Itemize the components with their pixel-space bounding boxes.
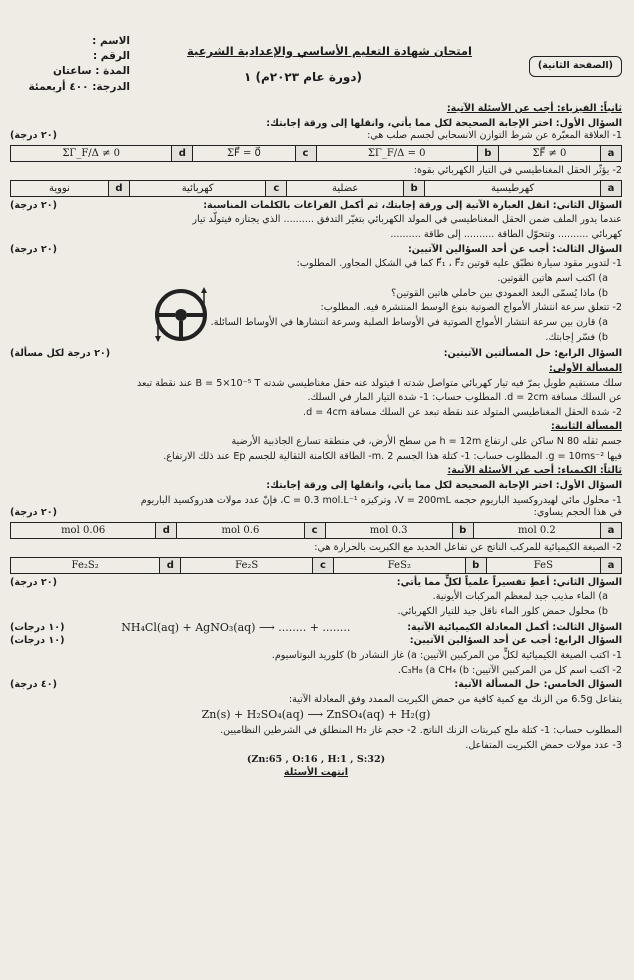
chemistry-q3-equation: NH₄Cl(aq) + AgNO₃(aq) ⟶ ........ + ........: [121, 620, 351, 634]
option-letter: d: [108, 180, 129, 196]
chemistry-q1-2-options: [10, 557, 622, 574]
physics-q1-2: 2- يؤثّر الحقل المغناطيسي في التيار الكهربائي بقوة:: [413, 164, 622, 176]
exam-header: [10, 6, 622, 101]
chemistry-q4-intro: السؤال الرابع: أجب عن أحد السؤالين الآتيين:: [409, 635, 622, 647]
option-value: 0.06 mol: [11, 523, 156, 539]
chemistry-q4-marks: (١٠ درجات): [10, 635, 65, 647]
chemistry-q5-equation: Zn(s) + H₂SO₄(aq) ⟶ ZnSO₄(aq) + H₂(g): [201, 708, 431, 722]
atomic-masses: (Zn:65 , O:16 , H:1 , S:32): [246, 754, 386, 766]
option-letter: a: [601, 557, 622, 573]
option-letter: c: [266, 180, 287, 196]
physics-q2-text-2: كهربائي .......... وتتحوّل الطاقة .......... إلى طاقة ..........: [390, 228, 622, 240]
option-value: 0.6 mol: [177, 523, 304, 539]
student-info: [12, 34, 130, 95]
option-letter: a: [601, 180, 622, 196]
chemistry-q1-1: 1- محلول مائي لهيدروكسيد الباريوم حجمه V = 200mL، وتركيزه C = 0.3 mol.L⁻¹، فإنّ عدد مولات هدروكسيد الباريوم: [140, 494, 622, 506]
problem-1-text-3: 2- شدة الحقل المغناطيسي المتولد عند نقطة تبعد عن السلك مسافة d = 4cm.: [303, 406, 622, 418]
chemistry-q2-marks: (٢٠ درجة): [10, 576, 58, 588]
chemistry-q5-marks: (٤٠ درجة): [10, 679, 58, 691]
physics-q3-2a: a) قارن بين سرعة انتشار الأمواج الصوتية في الأوساط الصلبة وسرعة انتشارها في الأوساط السائلة.: [210, 316, 608, 328]
grade-label: الدرجة: ٤٠٠ أربعمئة: [28, 80, 130, 93]
problem-1-text: سلك مستقيم طويل يمرّ فيه تيار كهربائي متواصل شدته I فيتولد عنه حقل مغناطيسي شدته B = 5×10⁻⁵ T عند نقطة تبعد: [136, 377, 622, 389]
name-label: الاسم :: [92, 35, 130, 47]
option-value: 0.3 mol: [325, 523, 452, 539]
physics-q1-intro: السؤال الأول: اختر الإجابة الصحيحة لكل مما يأتي، وانقلها إلى ورقة إجابتك:: [266, 117, 622, 129]
option-value: Fe₂S: [181, 557, 313, 573]
exam-title: امتحان شهادة التعليم الأساسي والإعدادية الشرعية: [187, 44, 472, 58]
physics-q3-1a: a) اكتب اسم هاتين القوتين.: [497, 272, 608, 284]
physics-q3-1: 1- لتدوير مقود سيارة نطبّق عليه قوتين F⃗₁ ، F⃗₂ كما في الشكل المجاور. المطلوب:: [296, 258, 622, 270]
option-letter: c: [313, 557, 334, 573]
physics-q3-2: 2- تتعلق سرعة انتشار الأمواج الصوتية بنوع الوسط المنتشرة فيه. المطلوب:: [320, 302, 622, 314]
chemistry-q4-1: 1- اكتب الصيغة الكيميائية لكلٍّ من المركبين الآتيين: a) غاز النشادر b) كلوريد البوتاسيوم.: [271, 649, 622, 661]
physics-heading: ثانياً: الفيزياء: أجب عن الأسئلة الآتية:: [446, 103, 622, 114]
option-letter: d: [156, 523, 177, 539]
duration-label: المدة : ساعتان: [53, 65, 130, 78]
chemistry-heading: ثالثاً: الكيمياء: أجب عن الأسئلة الآتية:: [447, 465, 622, 477]
physics-q4-marks: (٢٠ درجة لكل مسألة): [10, 348, 111, 360]
option-value: ΣF⃗ = 0⃗: [193, 145, 295, 161]
chemistry-q2-a: a) الماء مذيب جيد لمعظم المركبات الأيونية.: [432, 591, 608, 603]
option-letter: b: [477, 145, 498, 161]
option-value: FeS: [486, 557, 600, 573]
option-value: كهربائية: [129, 180, 265, 196]
option-value: 0.2 mol: [473, 523, 600, 539]
physics-q3-1b: b) ماذا يُسمّى البعد العمودي بين حاملي هاتين القوتين؟: [391, 287, 608, 299]
option-value: ΣF⃗ ≠ 0: [498, 145, 600, 161]
problem-2-text-2: فيها g = 10ms⁻². المطلوب حساب: 1- كتلة هذا الجسم m. 2- الطاقة الكامنة الثقالية للجسم Ep عند ذلك الارتفاع.: [163, 450, 622, 462]
page-number-badge: (الصفحة الثانية): [529, 56, 622, 77]
physics-q1-1-options: [10, 145, 622, 162]
option-letter: a: [601, 523, 622, 539]
option-letter: b: [404, 180, 425, 196]
physics-q2-marks: (٢٠ درجة): [10, 199, 58, 211]
chemistry-q5-intro: السؤال الخامس: حل المسألة الآتية:: [454, 679, 622, 691]
physics-q2-intro: السؤال الثاني: انقل العبارة الآتية إلى ورقة إجابتك، ثم أكمل الفراغات بالكلمات المناسبة:: [203, 199, 622, 211]
problem-1-title: المسألة الأولى:: [549, 362, 622, 374]
steering-wheel-figure: [150, 285, 212, 343]
chemistry-q3-intro: السؤال الثالث: أكمل المعادلة الكيميائية الآتية:: [407, 621, 622, 633]
chemistry-q1-2: 2- الصيغة الكيميائية للمركب الناتج عن تفاعل الحديد مع الكبريت بالحرارة هي:: [314, 542, 622, 554]
physics-q1-2-options: [10, 180, 622, 197]
option-letter: c: [295, 145, 316, 161]
chemistry-q1-intro: السؤال الأول: اختر الإجابة الصحيحة لكل مما يأتي، وانقلها إلى ورقة إجابتك:: [266, 480, 622, 492]
physics-q1-1: 1- العلاقة المعبّرة عن شرط التوازن الانسحابي لجسم صلب هي:: [367, 130, 622, 142]
option-letter: b: [465, 557, 486, 573]
problem-2-title: المسألة الثانية:: [550, 421, 622, 433]
option-value: ΣΓ_F/Δ ≠ 0: [11, 145, 172, 161]
option-value: ΣΓ_F/Δ = 0: [316, 145, 477, 161]
option-value: FeS₂: [334, 557, 466, 573]
option-letter: c: [304, 523, 325, 539]
chemistry-q5-text: يتفاعل 6.5g من الزنك مع كمية كافية من حمض الكبريت الممدد وفق المعادلة الآتية:: [288, 693, 622, 705]
chemistry-q4-2: 2- اكتب اسم كل من المركبين الآتيين: C₃H₈ (a CH₄ (b.: [397, 664, 622, 676]
chemistry-q1-1b: في هذا الحجم يساوي:: [533, 507, 622, 519]
physics-q3-marks: (٢٠ درجة): [10, 243, 58, 255]
chemistry-q2-b: b) محلول حمض كلور الماء ناقل جيد للتيار الكهربائي.: [397, 606, 608, 618]
physics-q3-intro: السؤال الثالث: أجب عن أحد السؤالين الآتيين:: [407, 243, 622, 255]
physics-q1-marks: (٢٠ درجة): [10, 130, 58, 142]
physics-q3-2b: b) فسّر إجابتك.: [545, 331, 608, 343]
problem-1-text-2: عن السلك مسافة d = 2cm. المطلوب حساب: 1- شدة التيار المار في السلك.: [307, 392, 622, 404]
physics-q2-text-1: عندما يدور الملف ضمن الحقل المغناطيسي في المولد الكهربائي بتغيّر التدفق .......... الذي يجتازه فيتولّد تيار: [192, 214, 622, 226]
exam-session: (دورة عام ٢٠٢٣م) ١: [243, 70, 362, 84]
chemistry-q5-requirement-3: 3- عدد مولات حمض الكبريت المتفاعل.: [465, 739, 622, 751]
chemistry-q1-1-options: [10, 522, 622, 539]
option-letter: a: [601, 145, 622, 161]
option-letter: d: [172, 145, 193, 161]
physics-q4-intro: السؤال الرابع: حل المسألتين الآتيتين:: [443, 348, 622, 360]
option-letter: d: [160, 557, 181, 573]
end-of-questions: انتهت الأسئلة: [283, 766, 349, 778]
option-value: نووية: [11, 180, 109, 196]
chemistry-q5-requirements: المطلوب حساب: 1- كتلة ملح كبريتات الزنك الناتج. 2- حجم غاز H₂ المنطلق في الشرطين النظاميين.: [220, 725, 622, 736]
option-value: كهرطيسية: [425, 180, 601, 196]
problem-2-text: جسم ثقله 80 N ساكن على ارتفاع h = 12m من سطح الأرض، في منطقة تسارع الجاذبية الأرضية: [231, 436, 622, 448]
number-label: الرقم :: [92, 50, 130, 63]
option-value: عضلية: [287, 180, 404, 196]
chemistry-q1-marks: (٢٠ درجة): [10, 507, 58, 519]
option-letter: b: [452, 523, 473, 539]
chemistry-q2-intro: السؤال الثاني: أعطِ تفسيراً علمياً لكلٍّ مما يأتي:: [396, 576, 622, 588]
chemistry-q3-marks: (١٠ درجات): [10, 621, 65, 633]
option-value: Fe₂S₂: [11, 557, 160, 573]
